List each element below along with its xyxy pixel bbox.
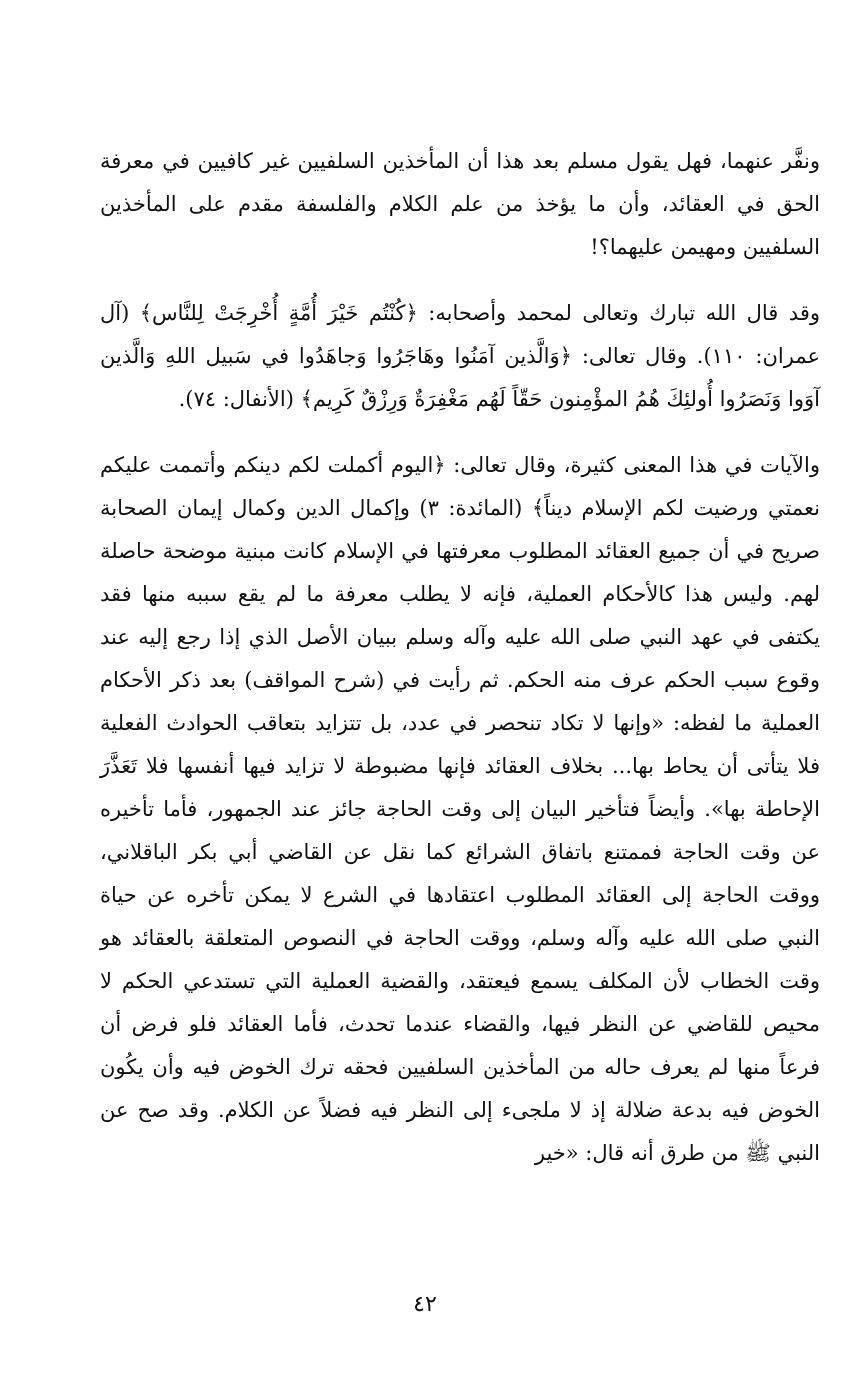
paragraph-2: وقد قال الله تبارك وتعالى لمحمد وأصحابه: ﴿كُنْتُم خَيْرَ أُمَّةٍ أُخْرِجَتْ لِلنَّاس﴾ (آل عمران: ١١٠). وقال تعالى: ﴿وَالَّذين آمَنُوا وهَاجَرُوا وَجاهَدُوا في سَبيل اللهِ وَالَّذين آوَوا وَنَصَرُوا أُولئِكَ هُمُ المؤْمِنون حَقّاً لَهُم مَغْفِرَةٌ وَرِزْقٌ كَرِيم﴾ (الأنفال: ٧٤). [100, 301, 820, 411]
body-text [100, 140, 820, 1175]
paragraph-3: والآيات في هذا المعنى كثيرة، وقال تعالى: ﴿اليوم أكملت لكم دينكم وأتممت عليكم نعمتي ورضيت لكم الإسلام ديناً﴾ (المائدة: ٣) وإكمال الدين وكمال إيمان الصحابة صريح في أن جميع العقائد المطلوب معرفتها في الإسلام كانت مبنية موضحة حاصلة لهم. وليس هذا كالأحكام العملية، فإنه لا يطلب معرفة ما لم يقع سببه منها فقد يكتفى في عهد النبي صلى الله عليه وآله وسلم ببيان الأصل الذي إذا رجع إليه عند وقوع سبب الحكم عرف منه الحكم. ثم رأيت في (شرح المواقف) بعد ذكر الأحكام العملية ما لفظه: «وإنها لا تكاد تنحصر في عدد، بل تتزايد بتعاقب الحوادث الفعلية فلا يتأتى أن يحاط بها... بخلاف العقائد فإنها مضبوطة لا تزايد فيها أنفسها فلا تَعَذَّرَ الإحاطة بها». وأيضاً فتأخير البيان إلى وقت الحاجة جائز عند الجمهور، فأما تأخيره عن وقت الحاجة فممتنع باتفاق الشرائع كما نقل عن القاضي أبي بكر الباقلاني، ووقت الحاجة إلى العقائد المطلوب اعتقادها في الشرع لا يمكن تأخره عن حياة النبي صلى الله عليه وآله وسلم، ووقت الحاجة في النصوص المتعلقة بالعقائد هو وقت الخطاب لأن المكلف يسمع فيعتقد، والقضية العملية التي تستدعي الحكم لا محيص للقاضي عن النظر فيها، والقضاء عندما تحدث، فأما العقائد فلو فرض أن فرعاً منها لم يعرف حاله من المأخذين السلفيين فحقه ترك الخوض فيه وأن يكُون الخوض فيه بدعة ضلالة إذ لا ملجىء إلى النظر فيه فضلاً عن الكلام. وقد صح عن النبي ﷺ من طرق أنه قال: «خير [100, 453, 820, 1165]
paragraph-1: ونفَّر عنهما، فهل يقول مسلم بعد هذا أن المأخذين السلفيين غير كافيين في معرفة الحق في العقائد، وأن ما يؤخذ من علم الكلام والفلسفة مقدم على المأخذين السلفيين ومهيمن عليهما؟! [100, 149, 820, 259]
page-number: ٤٢ [413, 1292, 437, 1317]
